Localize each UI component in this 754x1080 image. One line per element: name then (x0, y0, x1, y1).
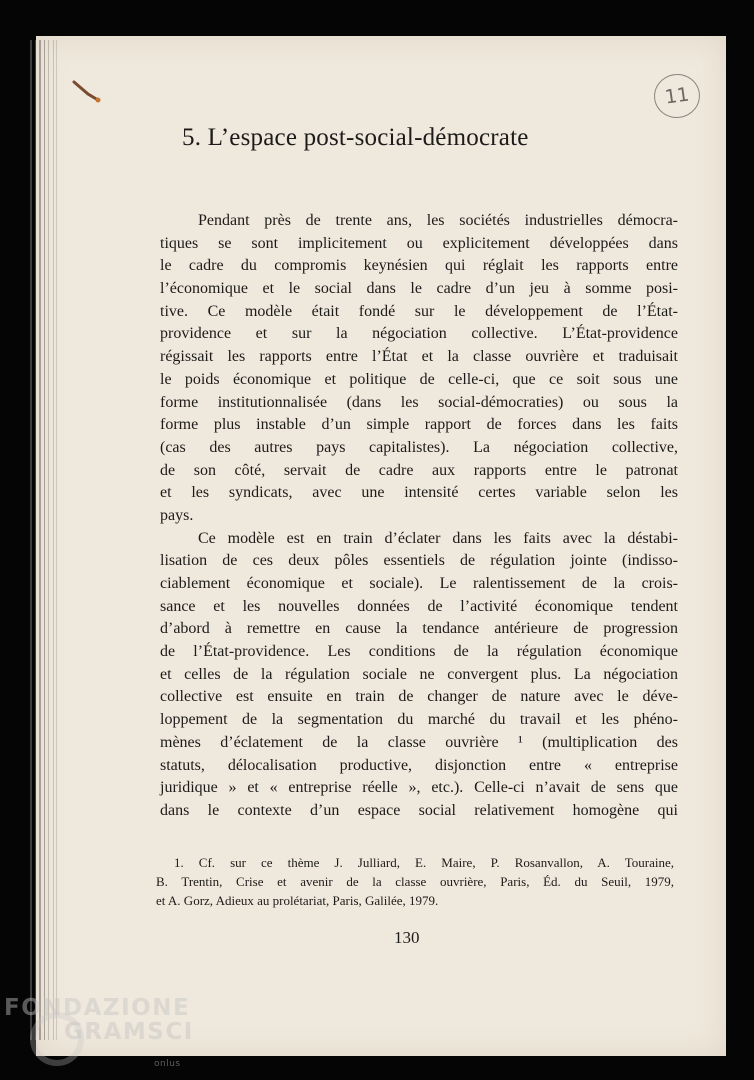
body-line: statuts, délocalisation productive, disjonction entre « entreprise (160, 756, 678, 774)
body-line: sance et les nouvelles données de l’activité économique tendent (160, 597, 678, 615)
body-line: Ce modèle est en train d’éclater dans les faits avec la déstabi- (198, 529, 678, 547)
archive-number-stamp: 11 (651, 71, 703, 121)
staple-mark-icon (72, 80, 102, 104)
page-number: 130 (394, 928, 420, 947)
body-line: Pendant près de trente ans, les sociétés industrielles démocra- (198, 212, 678, 229)
body-line: tive. Ce modèle était fondé sur le développement de l’État- (160, 302, 678, 320)
body-line: et celles de la régulation sociale ne convergent plus. La négociation (160, 665, 678, 683)
footnotes (156, 853, 674, 910)
chapter-title: 5. L’espace post-social-démocrate (182, 124, 529, 151)
body-line: tiques se sont implicitement ou explicitement développées dans (160, 234, 678, 252)
body-line: forme institutionnalisée (dans les social-démocraties) ou sous la (160, 393, 678, 411)
watermark-onlus: onlus (154, 1059, 181, 1069)
footnote-line: 1. Cf. sur ce thème J. Julliard, E. Maire, P. Rosanvallon, A. Touraine, (174, 855, 674, 870)
body-line: collective est ensuite en train de changer de nature avec le déve- (160, 688, 678, 706)
body-line: mènes d’éclatement de la classe ouvrière ¹ (multiplication des (160, 733, 678, 751)
body-line: l’économique et le social dans le cadre d’un jeu à somme posi- (160, 280, 678, 298)
body-line: le poids économique et politique de celle-ci, que ce soit sous une (160, 370, 678, 388)
body-line: (cas des autres pays capitalistes). La négociation collective, (160, 438, 678, 456)
body-line: le cadre du compromis keynésien qui réglait les rapports entre (160, 257, 678, 275)
body-line: dans le contexte d’un espace social relativement homogène qui (160, 801, 678, 819)
body-line: d’abord à remettre en cause la tendance antérieure de progression (160, 620, 678, 638)
body-line: forme plus instable d’un simple rapport de forces dans les faits (160, 416, 678, 434)
watermark-line: FONDAZIONE (4, 995, 191, 1021)
watermark (4, 995, 194, 1069)
footnote-line: B. Trentin, Crise et avenir de la classe ouvrière, Paris, Éd. du Seuil, 1979, (156, 874, 674, 889)
body-line: providence et sur la négociation collective. L’État-providence (160, 325, 678, 343)
footnote-line: et A. Gorz, Adieux au prolétariat, Paris, Galilée, 1979. (156, 893, 439, 908)
body-line: de l’État-providence. Les conditions de la régulation économique (160, 643, 678, 661)
body-line: et les syndicats, avec une intensité certes variable selon les (160, 484, 678, 502)
watermark-line: GRAMSCI (64, 1019, 194, 1045)
body-line: de son côté, servait de cadre aux rapports entre le patronat (160, 461, 678, 479)
body-line: juridique » et « entreprise réelle », etc.). Celle-ci n’avait de sens que (160, 779, 678, 797)
body-text (160, 210, 678, 823)
body-line: loppement de la segmentation du marché du travail et les phéno- (160, 711, 678, 729)
body-line: lisation de ces deux pôles essentiels de régulation jointe (indisso- (160, 552, 678, 570)
page-edge-lines (30, 40, 70, 1040)
body-line: ciablement économique et sociale). Le ralentissement de la crois- (160, 575, 678, 592)
body-line: pays. (160, 506, 194, 524)
body-line: régissait les rapports entre l’État et la classe ouvrière et traduisait (160, 348, 678, 366)
